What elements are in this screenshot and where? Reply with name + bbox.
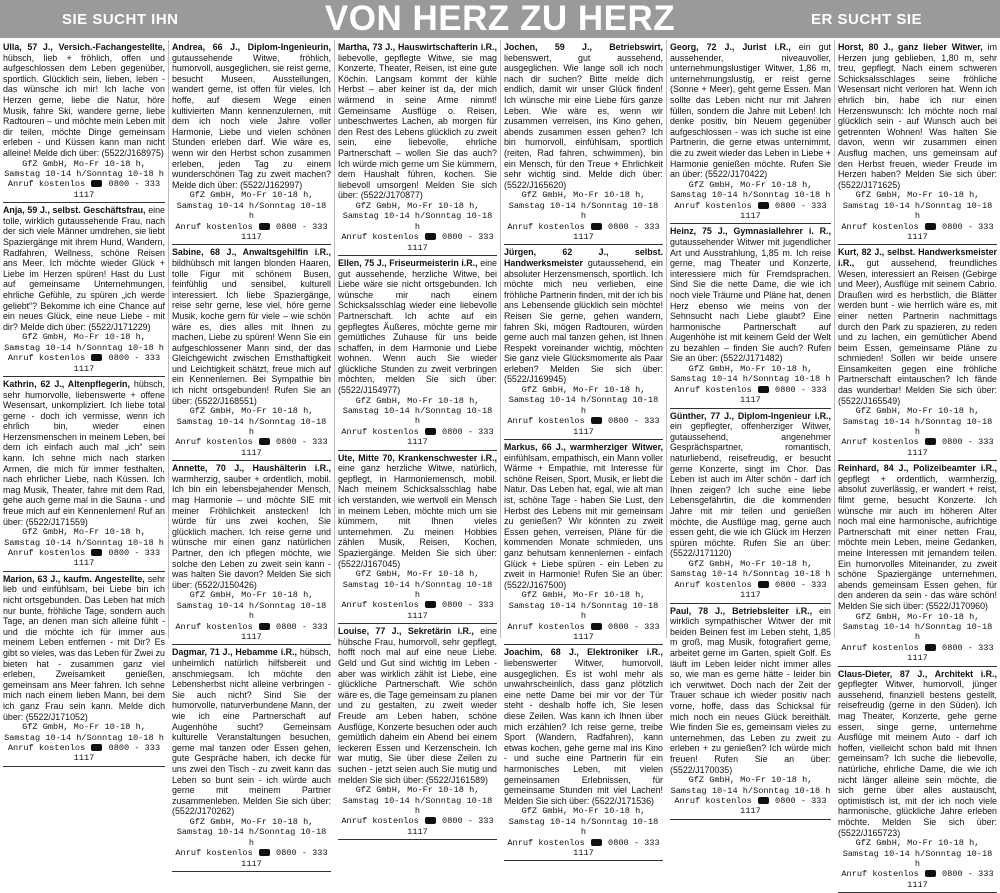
ad-phone-line[interactable] [504,416,663,437]
ad-body: gutaussehend, ein absoluter Herzensmensch, sportlich. Ich möchte mich neu verlieben, eine fröhliche Partnerin finden, mit der ich bis ans Lebensende glücklich sein möchte! Reisen Sie gerne, gehen wandern, fahren Ski, mögen Radtouren, würden gerne auch mal tanzen gehen, ist Ihnen Respekt voreinander wichtig, möchten Sie ganz viele Glücksmomente als Paar erleben? Melden Sie sich über: [504,257,663,374]
personal-ad [338,624,497,840]
personal-ad [172,40,331,245]
ad-company: GfZ GmbH, Mo-Fr 10-18 h, [22,158,146,169]
ad-headline: Jochen, 59 J., Betriebswirt, [504,42,663,52]
ad-hours: Samstag 10-14 h/Sonntag 10-18 h [176,600,327,622]
ad-body: hübsch, unheimlich natürlich hilfsbereit und anschmiegsam. Ich möchte den Lebensherbst nicht alleine verbringen - Sie auch nicht? Sind Sie der humorvolle, naturverbundene Mann, der wie ich eine Partnerschaft auf Augenhöhe sucht? Gemeinsam kulturelle Veranstaltungen besuchen, gerne mal tanzen oder Essen gehen, gute Gespräche haben, ich decke für uns zwei den Tisch - zu zweit kann das Leben so bunt sein - ich würde auch gerne mit meinem Partner zusammenleben. Melden Sie sich über: [172,647,331,806]
ad-phone-line[interactable] [3,548,165,569]
ad-call-label: Anruf kostenlos [341,600,424,611]
ad-code: (5522/J168975) [99,147,164,158]
ad-body: eine hübsche Frau, humorvoll, sehr gepflegt, hofft noch mal auf eine neue Liebe. Geld und Gut sind wichtig im Leben - aber was wirklich zählt ist Liebe, eine glückliche Partnerschaft. Wie schön wäre es, die Tage gemeinsam zu planen und zu gestalten, zu zweit wieder Freude am Leben haben, schöne Ausflüge, Konzerte besuchen oder auch gemütlich daheim ein Abend bei einem leckeren Essen und Kerzenschein. Ich war mutig, Sie über diese Zeilen zu suchen - jetzt seien auch Sie mutig und melden Sie sich über: [338,626,497,785]
personal-ad [338,256,497,451]
ad-column [0,40,168,764]
ad-phone-line[interactable] [338,600,497,621]
ad-code: (5522/J171559) [23,516,88,527]
personal-ad [838,667,997,893]
ad-phone-number[interactable]: 0800 - 333 1117 [407,816,494,837]
ad-company: GfZ GmbH, Mo-Fr 10-18 h, [22,722,146,733]
ad-phone-number[interactable]: 0800 - 333 1117 [407,232,494,253]
ad-phone-line[interactable] [3,179,165,200]
ad-call-label: Anruf kostenlos [841,869,924,880]
ad-code: (5522/J171052) [23,711,88,722]
ad-hours: Samstag 10-14 h/Sonntag 10-18 h [4,168,164,179]
ad-text [670,606,831,776]
ad-hours: Samstag 10-14 h/Sonntag 10-18 h [342,406,493,427]
ad-hours: Samstag 10-14 h/Sonntag 10-18 h [176,200,327,222]
personal-ad [670,604,831,820]
ad-company: GfZ GmbH, Mo-Fr 10-18 h, [355,569,480,580]
ad-hours: Samstag 10-14 h/Sonntag 10-18 h [670,190,831,201]
ad-company: GfZ GmbH, Mo-Fr 10-18 h, [855,406,980,417]
ad-company: GfZ GmbH, Mo-Fr 10-18 h, [521,190,646,201]
ad-phone-number[interactable]: 0800 - 333 1117 [740,384,827,406]
ad-hours: Samstag 10-14 h/Sonntag 10-18 h [508,816,659,838]
ad-company: GfZ GmbH, Mo-Fr 10-18 h, [22,527,146,538]
ad-company: GfZ GmbH, Mo-Fr 10-18 h, [189,190,314,201]
ad-body: liebenswerter Witwer, humorvoll, ausgeglichen. Es ist wohl mehr als unwahrscheinlich, dass ganz plötzlich eine nette Dame bei mir vor der Tür steht - deshalb hoffe ich, Sie lesen diese Zeilen. Was kann ich Ihnen über mich erzählen? Ich reise gerne, treibe Sport (Wandern, Radfahren), kann etwas kochen, gehe gerne mal ins Kino - und suche eine Partnerin für ein harmonisches Leben, mit vielen gemeinsamen Erlebnissen, für gemeinsame Stunden mit viel Lachen! Melden Sie sich über: [504,658,663,806]
ad-text [3,379,165,527]
ad-phone-number[interactable]: 0800 - 333 1117 [73,353,161,374]
ad-phone-line[interactable] [504,838,663,859]
ad-company: GfZ GmbH, Mo-Fr 10-18 h, [189,590,314,601]
phone-icon [758,386,769,393]
ad-call-label: Anruf kostenlos [341,816,424,827]
phone-icon [758,581,769,588]
phone-icon [758,797,769,804]
ad-headline: Louise, 77 J., Sekretärin i.R., [338,626,474,637]
ad-hours: Samstag 10-14 h/Sonntag 10-18 h [508,200,659,222]
ad-headline: Kathrin, 62 J., Altenpflegerin, [3,378,130,389]
ad-phone-number[interactable]: 0800 - 333 1117 [740,795,827,817]
ad-phone-line[interactable] [3,743,165,764]
ad-hours: Samstag 10-14 h/Sonntag 10-18 h [4,732,164,743]
ad-body: ein gepflegter, offenherziger Witwer, gutaussehend, angenehmer Gesprächspartner, romantisch, naturliebend, reisefreudig, er besucht gerne Konzerte, singt im Chor. Das Leben ist auch im Alter schön - darf ich Ihnen zeigen? Ich suche eine liebe Lebensgefährtin, die die kommenden Jahre mit mir teilen und genießen möchte, die Ausflüge mag, gerne auch essen geht, die wie ich Glück im Herzen spüren möchte. Rufen Sie an über: [670,421,831,548]
ad-call-label: Anruf kostenlos [674,200,757,211]
ad-company: GfZ GmbH, Mo-Fr 10-18 h, [688,179,813,190]
personal-ad [838,40,997,245]
ad-code: (5522/J169945) [504,374,567,385]
ad-headline: Jürgen, 62 J., selbst. Handwerksmeister [504,247,663,268]
ad-call-label: Anruf kostenlos [7,353,91,364]
ad-call-label: Anruf kostenlos [341,426,424,437]
ad-call-label: Anruf kostenlos [175,221,258,232]
ad-body: eine ganz herzliche Witwe, natürlich, gepflegt, in Harmoniemensch, mobil. Nach meinem Schicksalsschlag habe ich verstanden, wie wertvoll ein Mensch in meinem Leben, möchte mich um sie kümmern, mit Ihnen vieles unternehmen. Zu meinen Hobbies zählen Musik, Reisen, Kochen, Spaziergänge. Melden Sie sich über: [338,463,497,559]
ad-hours: Samstag 10-14 h/Sonntag 10-18 h [842,416,993,438]
personal-ad [504,245,663,440]
phone-icon [259,438,270,445]
phone-icon [591,839,602,846]
ad-call-label: Anruf kostenlos [507,221,590,232]
ad-phone-line[interactable] [172,222,331,243]
ad-headline: Andrea, 66 J., Diplom-Ingenieurin, [172,42,331,52]
ad-body: gutaussehender Witwer mit jugendlicher Art und Ausstrahlung, 1,85 m. Ich reise gerne, mag Theater und Konzerte, interessiere mich für Fremdsprachen. Sind Sie die nette Dame, die wie ich noch viele Träume und Pläne hat, denen Herz ebenso wie meins von der Sehnsucht nach Liebe glaubt? Eine harmonische Partnerschaft auf Augenhöhe ist mit keinem Geld der Welt zu bezahlen – finden Sie auch? Rufen Sie an über: [670,236,831,364]
ad-company: GfZ GmbH, Mo-Fr 10-18 h, [521,806,646,817]
ad-body: liebevolle, gepflegte Witwe, sie mag Konzerte, Theater, Reisen, ist eine gute Köchin. Langsam kommt der kühle Herbst – aber keiner ist da, der mich wärmend in seine Arme nimmt! Gemeinsame Ausflüge o. Reisen, unbeschwertes Lachen, ab morgen für den Rest des Lebens glücklich zu zweit sein, eine liebevolle, ehrliche Partnerschaft – wollen Sie das auch? Ich würde mich gerne um Sie kümmern, dem Haushalt führen, kochen. Sie liebevoll umsorgen! Melden Sie sich über: [338,52,497,201]
phone-icon [259,849,270,856]
ad-company: GfZ GmbH, Mo-Fr 10-18 h, [521,590,646,601]
phone-icon [425,601,436,608]
ad-headline: Martha, 73 J., Hauswirtschafterin i.R., [338,42,497,52]
personal-ad [838,461,997,666]
phone-icon [91,744,102,751]
ad-phone-number[interactable]: 0800 - 333 1117 [241,848,328,869]
ad-code: (5522/J167500) [504,579,567,590]
ad-body: eine gut aussehende, herzliche Witwe, bei Liebe wäre sie nicht ortsgebunden. Ich wünsche mir nach einem Schicksalsschlag wieder eine liebevolle Partnerschaft. Ich achte auf ein gepflegtes Äußeres, möchte gerne mir gemütliches Zuhause für uns beide schaffen, in dem Harmonie und Liebe wohnen. Wenn auch Sie wieder glückliche Stunden zu zweit verbringen möchten, melden Sie sich über: [338,257,497,385]
ad-phone-line[interactable] [338,427,497,448]
ad-call-label: Anruf kostenlos [175,437,258,448]
personal-ad [3,40,165,203]
ad-headline: Horst, 80 J., ganz lieber Witwer, [838,42,983,52]
ad-headline: Markus, 66 J., warmherziger Witwer, [504,442,663,453]
ad-hours: Samstag 10-14 h/Sonntag 10-18 h [342,795,493,816]
ad-headline: Ulla, 57 J., Versich.-Fachangestellte, [3,42,165,52]
ad-hours: Samstag 10-14 h/Sonntag 10-18 h [508,395,659,416]
ad-hours: Samstag 10-14 h/Sonntag 10-18 h [670,785,831,796]
phone-icon [758,202,769,209]
ad-headline: Anja, 59 J., selbst. Geschäftsfrau, [3,205,146,216]
ad-company: GfZ GmbH, Mo-Fr 10-18 h, [855,190,980,201]
phone-icon [425,817,436,824]
ad-text [172,647,331,817]
ad-text [670,411,831,559]
ad-body: sehr lieb und einfühlsam, bei Liebe bin ich nicht ortsgebunden. Das Leben hat mich nur bunte, fröhliche Tage, sondern auch Tage, an denen man sich alleine fühlt - und die möchte ich für immer aus meinem Leben entfernen - mit Dir? Es gibt so vieles, was das Leben für Zwei zu bieten hat - zusammen ganz viel erleben, Zweisamkeit genießen, gemeinsam ans Meer fahren. Ich sehne mich nach einem lieben Mann, bei dem ich ganz Frau sein kann. Melde dich über: [3,573,165,722]
ad-column [834,40,1000,890]
ad-text [3,42,165,159]
ad-code: (5522/J170960) [923,601,988,611]
ad-hours: Samstag 10-14 h/Sonntag 10-18 h [670,569,831,580]
ad-company: GfZ GmbH, Mo-Fr 10-18 h, [688,775,813,786]
ad-call-label: Anruf kostenlos [175,848,258,859]
ad-call-label: Anruf kostenlos [674,579,757,590]
ad-hours: Samstag 10-14 h/Sonntag 10-18 h [842,200,993,222]
ad-text [504,42,663,190]
ad-hours: Samstag 10-14 h/Sonntag 10-18 h [842,622,993,643]
ad-code: (5522/J171482) [717,353,783,364]
ad-phone-number[interactable]: 0800 - 333 1117 [573,837,660,858]
ad-body: im Herzen jung geblieben, 1,80 m, sehr treu, gepflegt. Nach einem schweren Schicksalsschlages seine fröhliche Wesensart nicht verloren hat. Wenn ich ehrlich bin, habe ich nur einen Herzenswunsch: Ich möchte noch mal glücklich sein - auf Wunsch auch bei getrennten Wohnen! Was halten Sie davon, wenn wir zusammen einen Ausflug machen, uns gemeinsam auf den Herbst freuen, wieder Freude im Herzen haben? Melden Sie sich über: [838,42,997,180]
ad-code: (5522/J150426) [192,579,257,590]
ad-call-label: Anruf kostenlos [7,548,91,559]
ad-body: gutaussehende Witwe, fröhlich, humorvoll, ausgeglichen, sie reist gerne, besucht Museen, Ausstellungen, wandert gerne, ist offen für vieles. Ich hoffe, auf diesem Wege einen kultivierten Mann kennenzulernen, mit dem ich noch viele Jahre voller Harmonie, Liebe und vielen schönen Stunden erleben darf. Wie wäre es, wenn wir den Herbst schon zusammen erleben, jeden Tag zu einem wunderschönen Tag zu zweit machen? Melde dich über: [172,52,331,190]
phone-icon [591,623,602,630]
ad-headline: Günther, 77 J., Diplom-Ingenieur i.R., [670,410,831,421]
ad-text [670,226,831,364]
personal-ad [3,203,165,377]
ad-code: (5522/J170877) [358,190,423,201]
ad-code: (5522/J167045) [338,558,401,569]
phone-icon [91,549,102,556]
phone-icon [91,354,102,361]
phone-icon [925,644,936,651]
ad-headline: Sabine, 68 J., Anwaltsgehilfin i.R., [172,247,331,258]
ad-hours: Samstag 10-14 h/Sonntag 10-18 h [342,211,493,232]
ad-company: GfZ GmbH, Mo-Fr 10-18 h, [189,816,314,827]
ad-call-label: Anruf kostenlos [674,795,757,806]
ad-text [3,205,165,332]
page-title: VON HERZ ZU HERZ [324,0,676,38]
phone-icon [259,223,270,230]
ad-headline: Ute, Mitte 70, Krankenschwester i.R., [338,452,497,463]
ad-headline: Heinz, 75 J., Gymnasiallehrer i. R., [670,226,831,237]
ad-text [670,42,831,180]
ad-hours: Samstag 10-14 h/Sonntag 10-18 h [842,848,993,869]
ad-phone-number[interactable]: 0800 - 333 1117 [241,437,328,458]
ad-company: GfZ GmbH, Mo-Fr 10-18 h, [688,559,813,569]
phone-icon [425,233,436,240]
ad-call-label: Anruf kostenlos [841,642,924,653]
ad-company: GfZ GmbH, Mo-Fr 10-18 h, [355,785,480,796]
ad-headline: Joachim, 68 J., Elektroniker i.R., [504,647,663,658]
ad-phone-number[interactable]: 0800 - 333 1117 [73,742,161,764]
ad-text [172,463,331,590]
ad-text [338,42,497,201]
ad-headline: Claus-Dieter, 87 J., Architekt i.R., [838,668,997,679]
ad-code: (5522/J171536) [589,795,654,806]
ad-call-label: Anruf kostenlos [674,384,757,395]
ad-headline: Ellen, 75 J., Friseurmeisterin i.R., [338,257,478,268]
ad-text [504,247,663,385]
ad-hours: Samstag 10-14 h/Sonntag 10-18 h [508,600,659,622]
ad-phone-line[interactable] [838,437,997,458]
phone-icon [925,223,936,230]
ad-call-label: Anruf kostenlos [507,837,590,848]
ad-phone-number[interactable]: 0800 - 333 1117 [407,600,494,621]
ad-company: GfZ GmbH, Mo-Fr 10-18 h, [22,332,146,343]
ad-headline: Marion, 63 J., kaufm. Angestellte, [3,573,145,584]
ad-company: GfZ GmbH, Mo-Fr 10-18 h, [855,838,980,849]
header-banner [0,0,1000,38]
ad-body: liebenswert, gut aussehend, ausgeglichen. Wie lange soll ich noch nach dir suchen? Bitte melde dich endlich, damit wir unser Glück finden! Ich wünsche mir eine Liebe fürs ganze Leben. Wie wäre es, wenn wir zusammen verreisen, ins Kino gehen, abends zusammen essen gehen? Ich bin humorvoll, einfühlsam, sportlich (reiten, Rad fahren, schwimmen), bin ein Mensch, für den Treue + Ehrlichkeit sehr wichtig sind. Melde dich über: [504,52,663,180]
ad-call-label: Anruf kostenlos [507,416,590,427]
ad-phone-number[interactable]: 0800 - 333 1117 [73,179,161,200]
ad-phone-line[interactable] [838,222,997,243]
ad-code: (5522/J171120) [670,548,732,559]
personal-ad [670,224,831,408]
personal-ad [172,245,331,461]
personal-ad [3,377,165,572]
ad-company: GfZ GmbH, Mo-Fr 10-18 h, [521,385,646,396]
ad-call-label: Anruf kostenlos [7,179,91,190]
personal-ad [3,572,165,767]
personal-ad [172,645,331,872]
personal-ad [504,440,663,645]
ad-body: einfühlsam, empathisch, ein Mann voller Wärme + Empathie, mit Interesse für schöne Reisen, Sport, Musik, er liebt die Natur. Das Leben hat, egal, wie alt man ist, schöne Tage - haben Sie Lust, den Herbst des Lebens mit mir gemeinsam zu genießen? Wir könnten zu zweit Essen gehen, verreisen, Pläne für die kommenden Monate schmieden, uns ganz behutsam kennenlernen - einfach Glück + Liebe spüren - ein Leben zu zweit in Harmonie! Rufen Sie an über: [504,452,663,580]
ad-code: (5522/J165620) [504,179,567,190]
phone-icon [591,417,602,424]
ad-phone-line[interactable] [338,232,497,253]
ad-phone-line[interactable] [838,869,997,890]
phone-icon [425,428,436,435]
ad-column [500,40,666,858]
ad-phone-number[interactable]: 0800 - 333 1117 [241,621,328,643]
ad-phone-line[interactable] [670,796,831,817]
phone-icon [925,870,936,877]
ad-text [504,647,663,806]
ad-text [504,442,663,590]
ad-text [338,626,497,785]
personal-ad [504,645,663,861]
ad-body: eine tolle, wirklich gutaussehende Frau, nach der sich viele Männer umdrehen, sie liebt Spaziergänge mit ihrem Hund, Wandern, Radfahren, Wellness, schöne Reisen ans Meer. Ich möchte wieder Glück + Liebe im Herzen spüren! Hast du Lust auf gemeinsame Unternehmungen, ehrliche Gefühle, zu spüren „ich werde geliebt“? Bekomme ich eine Chance auf ein neues Glück, eine neue Liebe - mit dir? Melde dich über: [3,205,165,332]
ad-code: (5522/J168551) [192,395,257,406]
phone-icon [591,223,602,230]
ad-phone-line[interactable] [670,385,831,406]
ad-column [666,40,834,817]
ad-phone-line[interactable] [504,622,663,643]
ad-headline: Kurt, 82 J., selbst. Handwerksmeister i.R., [838,247,997,268]
ad-hours: Samstag 10-14 h/Sonntag 10-18 h [342,579,493,601]
personal-ad [670,409,831,604]
ad-phone-number[interactable]: 0800 - 333 1117 [407,426,494,448]
ad-text [338,258,497,396]
ad-body: hübsch, sehr humorvolle, liebenswerte + offene Wesensart, unkompliziert. Ich liebe total gerne - doch ich vermisse, wenn ich ehrlich bin, wieder einen Herzensmenschen in meinem Leben, bei dem ich einfach auch mal „ich“ sein kann. Ich sehne mich nach starken Armen, die mich für immer festhalten, nach ehrlicher Liebe, nach Küssen. Ich mag Musik, Theater, fahre mit dem Rad, gehe auch gerne mal in die Sauna - und freue mich auf ein Kennenlernen! Ruf an über: [3,378,165,527]
ads-columns [0,40,1000,890]
ad-call-label: Anruf kostenlos [341,232,424,243]
ad-code: (5522/J171625) [838,179,901,190]
ad-phone-number[interactable]: 0800 - 333 1117 [573,416,660,437]
header-left-label: SIE SUCHT IHN [62,11,179,28]
ad-code: (5522/J162997) [237,179,303,190]
ad-phone-number[interactable]: 0800 - 333 1117 [907,437,994,458]
ad-code: (5522/J171229) [85,321,151,332]
ad-code: (5522/J165549) [838,395,901,406]
header-right-label: ER SUCHT SIE [810,11,922,28]
ad-text [3,574,165,722]
ad-code: (5522/J170422) [702,169,768,180]
personal-ad [172,461,331,645]
ad-column [168,40,334,869]
ad-code: (5522/J170262) [172,806,235,817]
ad-phone-line[interactable] [172,437,331,458]
personal-ad [670,40,831,224]
ad-phone-number[interactable]: 0800 - 333 1117 [573,621,660,643]
ad-call-label: Anruf kostenlos [7,742,91,753]
ad-call-label: Anruf kostenlos [507,621,590,632]
ad-text [838,247,997,406]
ad-body: gepflegt + ordentlich, warmherzig, absolut zuverlässig, er wandert + reist, filmt gerne, besucht Konzerte. Ich wünsche mir auch im höheren Alter noch mal eine harmonische, aufrichtige Partnerschaft mit einer netten Frau, möchte mein Leben, meine Gedanken, meine Interessen mit jemandem teilen. Ein humorvolles Miteinander, zu zweit schöne Spaziergänge unternehmen, abends gemeinsam Essen gehen, für den anderen da sein - das wäre schön! Melden Sie sich über: [838,473,997,611]
ad-phone-line[interactable] [670,580,831,601]
ad-text [172,247,331,406]
ad-body: bildhübsch mit langen blonden Haaren, tolle Figur mit schönem Busen, feinfühlig und sensibel, kulturell interessiert. Ich liebe Spaziergänge, reise sehr gerne, lese viel, höre gerne Musik, koche gern für viele – wie schön wäre es, dies alles mit Ihnen zu machen, Liebe zu spüren! Wenn Sie ein aufgeschlossener Mann sind, der das Gleichgewicht zwischen Ernsthaftigkeit und Leichtigkeit schätzt, freue mich auf ein Kennenlernen. Bei Sympathie bin ich nicht ortsgebunden! Rufen Sie an über: [172,257,331,406]
ad-code: (5522/J165723) [838,827,901,838]
ad-text [172,42,331,190]
ad-code: (5522/J161589) [423,774,488,785]
ad-headline: Paul, 78 J., Betriebsleiter i.R., [670,605,813,616]
ad-hours: Samstag 10-14 h/Sonntag 10-18 h [670,374,831,385]
personal-ad [504,40,663,245]
ad-body: warmherzig, sauber + ordentlich, mobil. Ich bin ein lebensbejahender Mensch, mag Harmonie – und möchte SIE mit meiner Fröhlichkeit anstecken! Ich würde für uns zwei kochen, Sie glücklich machen. Ich reise gerne und wünsche mir einen ganz natürlichen Partner, den ich pflegen möchte, wie solche den Leben zu zweit sein kann - was halten Sie davon? Melden Sie sich über: [172,473,331,590]
ad-phone-line[interactable] [338,816,497,837]
personal-ad [338,40,497,256]
ad-phone-number[interactable]: 0800 - 333 1117 [907,642,994,664]
ad-body: gepflegter Witwer, humorvoll, jünger aussehend, finanziell bestens gestellt, reisefreudig (gerne in den Süden). Ich mag Theater, Konzerte, gehe gerne essen, singe gerne, unternehme Ausflüge mit meinem Auto - darf ich hoffen, vielleicht schon bald mit Ihnen gemeinsam? Ich suche die liebevolle, natürliche, ehrliche Dame, die wie ich nicht länger alleine sein möchte, die sich gerne über alles austauscht, optimistisch ist, mit der ich noch viele harmonische, glückliche Jahre erleben möchte. Melden Sie sich über: [838,679,997,827]
ad-call-label: Anruf kostenlos [841,221,924,232]
ad-phone-line[interactable] [3,353,165,374]
ad-company: GfZ GmbH, Mo-Fr 10-18 h, [189,406,314,417]
ad-phone-number[interactable]: 0800 - 333 1117 [907,221,994,242]
ad-call-label: Anruf kostenlos [175,621,258,632]
ad-code: (5522/J154977) [338,385,401,396]
ad-phone-line[interactable] [504,222,663,243]
ad-hours: Samstag 10-14 h/Sonntag 10-18 h [176,827,327,848]
ad-phone-line[interactable] [172,622,331,643]
ad-column [334,40,500,837]
ad-hours: Samstag 10-14 h/Sonntag 10-18 h [4,342,164,353]
ad-headline: Reinhard, 84 J., Polizeibeamter i.R., [838,463,997,474]
ad-hours: Samstag 10-14 h/Sonntag 10-18 h [4,537,164,548]
ad-code: (5522/J170035) [670,764,733,775]
ad-company: GfZ GmbH, Mo-Fr 10-18 h, [355,395,480,406]
ad-text [838,42,997,190]
ad-body: gut aussehend, freundliches Wesen, interessiert an Reisen (Gebirge und Meer), Ausflüge mit seinem Cabrio. Draußen wird es herbstlich, die Blätter werden bunt - wie herrlich wäre es, mit einer netten Partnerin nachmittags durch den Park zu spazieren, zu reden und zu lachen, ein gemütlicher Abend beim Essen, gemeinsame Pläne zu schmieden! Sollen wir beide unsere Einsamkeiten gegen eine fröhliche Partnerschaft eintauschen? Ich fände das wunderbar! Melden Sie sich über: [838,257,997,396]
ad-text [338,453,497,570]
ad-phone-number[interactable]: 0800 - 333 1117 [73,548,161,569]
phone-icon [925,438,936,445]
phone-icon [91,180,102,187]
ad-phone-number[interactable]: 0800 - 333 1117 [740,579,827,601]
ad-phone-number[interactable]: 0800 - 333 1117 [907,869,994,890]
ad-call-label: Anruf kostenlos [841,437,924,448]
ad-company: GfZ GmbH, Mo-Fr 10-18 h, [855,611,980,622]
ad-body: ein wirklich sympathischer Witwer der mit beiden Beinen fest im Leben steht, 1,85 m groß, mag Musik, fotografiert gerne, arbeitet gerne im Garten, spielt Golf. Es läuft im Leben leider nicht immer alles so, wie man es gerne hätte - leider bin ich verwitwet. Doch nach der Zeit der Trauer schaue ich wieder positiv nach vorne, hoffe, dass das Schicksal für mich noch ein neues Glück bereithält. Wie finden Sie es, gemeinsam vieles zu unternehmen, das Leben zu zweit zu erleben + zu genießen? Ich würde mich freuen! Rufen Sie an über: [670,605,831,764]
personal-ad [338,451,497,625]
ad-phone-line[interactable] [838,643,997,664]
ad-phone-number[interactable]: 0800 - 333 1117 [740,200,827,221]
ad-phone-number[interactable]: 0800 - 333 1117 [573,221,660,242]
ad-phone-line[interactable] [670,201,831,222]
ad-phone-number[interactable]: 0800 - 333 1117 [241,221,328,242]
phone-icon [259,623,270,630]
ad-headline: Georg, 72 J., Jurist i.R., [670,42,791,52]
ad-hours: Samstag 10-14 h/Sonntag 10-18 h [176,416,327,438]
ad-headline: Dagmar, 71 J., Hebamme i.R., [172,647,298,658]
ad-phone-line[interactable] [172,848,331,869]
ad-headline: Annette, 70 J., Haushälterin i.R., [172,463,331,474]
ad-company: GfZ GmbH, Mo-Fr 10-18 h, [688,364,813,375]
personal-ad [838,245,997,461]
ad-text [838,463,997,611]
ad-body: hübsch, lieb + fröhlich, offen und aufgeschlossen dem Leben gegenüber, sportlich. Glücklich sein, lieben, leben - das wünsche ich mir! Ich lache von Herzen gerne, liebe die Natur, höre Musik, fahre Ski, wandere gerne, liebe Radtouren – und möchte mein Leben mit dir teilen, möchte Dinge gemeinsam erleben - und Küssen kann man nicht alleine! Melde dich über: [3,52,165,158]
ad-text [838,669,997,839]
ad-company: GfZ GmbH, Mo-Fr 10-18 h, [355,200,480,211]
ad-body: ein gut aussehender, niveauvoller, unternehmungslustiger Witwer, 1,86 m, unternehmungslustig, er reist gerne (Sonne + Meer), geht gerne Essen. Man sollte das Leben nicht nur mit Jahren füllen, sondern die Jahre mit Leben! Ich denke positiv, bin Neuem gegenüber aufgeschlossen - was ich suche ist eine Partnerin, die gerne etwas unternimmt, die zu zweit wieder das Leben in Liebe + Harmonie genießen möchte. Rufen Sie an über: [670,42,831,180]
